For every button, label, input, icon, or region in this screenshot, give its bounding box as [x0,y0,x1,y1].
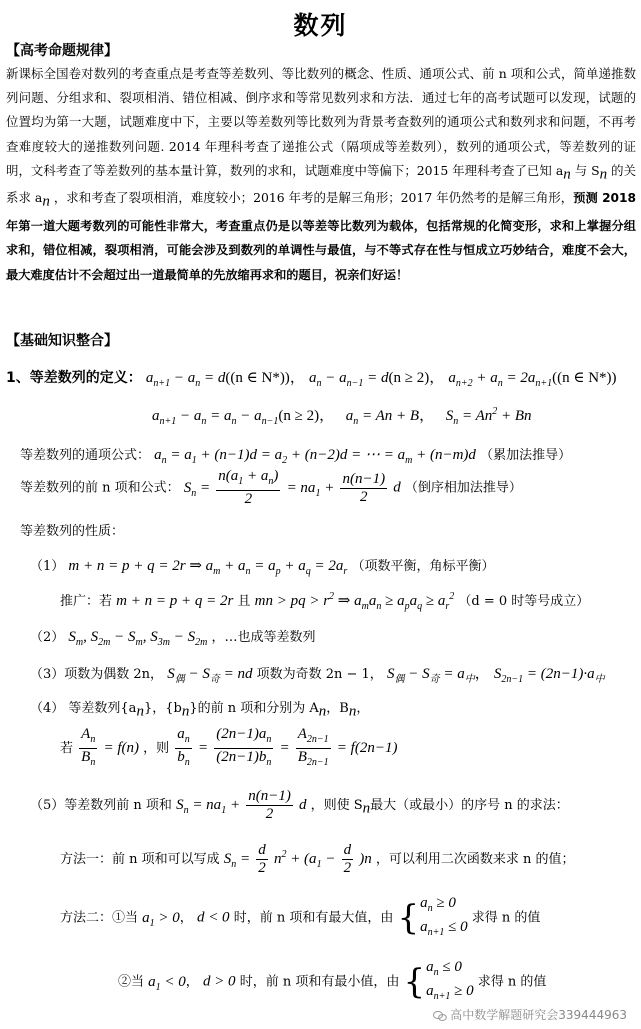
property-4-tail2: ，B [326,701,349,716]
property-5-label: （5）等差数列前 n 项和 [30,798,172,813]
method-3-tail: 求得 n 的值 [477,974,547,990]
wechat-icon [433,1010,447,1022]
text-rel: 的关系求 a [6,162,636,206]
method-2-label: 方法二：①当 [60,910,139,926]
prediction-bold-text: 预测 2018 年第一道大题考数列的可能性非常大，考查重点仍是以等差等比数列为载体，包括常规的化简变形，求和上掌握分组求和，错位相减，裂项相消，可能会涉及到数列的单调性与最值，与不等式存在性与恒成立巧妙结合，难度不会大，最大难度估计不会超过出一道最简单的先放缩再求和的题目，祝亲们好运！ [6,191,636,282]
definition-line-1: 1、等差数列的定义： $a_{n+1} - a_n = d((n$ ∈ N*))， $a_n - a_{n-1} = d(n \ge 2)$， $a_{n+2} + a_n = 2a_{n+1}((n$ ∈ N*)) [6,370,617,389]
method-2-tail: 求得 n 的值 [471,910,541,926]
sum-formula-label: 等差数列的前 n 项和公式： [20,480,180,496]
text-and: 与 S [570,162,600,178]
method-2-mid: 时，前 n 项和有最大值，由 [233,910,394,926]
sum-formula-note: （倒序相加法推导） [404,480,522,496]
watermark [433,1006,627,1023]
method-3-line: ②当 $a_1 < 0$， d > 0 时，前 n 项和有最小值，由 { $a_n \le 0$ $a_{n+1} \ge 0$ 求得 n 的值 [118,959,547,1002]
method-3-mid: 时，前 n 项和有最小值，由 [239,974,400,990]
def-cond-3: ((n ∈ N*)) [552,370,617,386]
property-3-line: （3）项数为偶数 2n， $S_偶 - S_奇$ = nd 项数为奇数 2n − 1， $S_偶 - S_奇 = a_中$， $S_{2n-1} = (2n-1)\cdot a_中$ [30,666,605,685]
properties-label: 等差数列的性质： [20,524,125,539]
definition-line-2: $a_{n+1} - a_n = a_n - a_{n-1}(n \ge 2)$， $a_n = An + B$， $S_n = An^2 + Bn$ [152,406,532,427]
property-5-tail: ，则使 S [310,798,363,813]
method-1-label: 方法一：前 n 项和可以写成 [60,852,220,867]
property-4-label: （4） 等差数列{a [30,701,137,716]
extension-and: 且 [237,594,251,609]
sub-n: n [563,166,571,183]
section-heading-basics: 【基础知识整合】 [6,333,118,349]
sub-n: n [599,166,608,183]
extension-condition: （d = 0 时等号成立） [458,594,590,609]
property-4-line: （4） 等差数列$\{a_n\}$，$\{b_n\}$的前 n 项和分别为 $A_n$，$B_n$， [30,701,370,720]
general-term-note: （累加法推导） [480,448,572,463]
section-heading-rules: 【高考命题规律】 [6,43,118,59]
property-5-tail2: 最大（或最小）的序号 n 的求法： [370,798,569,813]
method-2-line: 方法二：①当 $a_1 > 0$， d < 0 时，前 n 项和有最大值，由 { $a_n \ge 0$ $a_{n+1} \le 0$ 求得 n 的值 [60,895,541,938]
property-2-line: （2） $S_m$, $S_{2m} - S_m$, $S_{3m} - S_{2m}$ ，…也成等差数列 [30,629,316,648]
property-1-note: （项数平衡，角标平衡） [351,559,495,574]
rules-text: 新课标全国卷对数列的考查重点是考查等差数列、等比数列的概念、性质、通项公式、前 n 项和公式，简单递推数列问题、分组求和、裂项相消、错位相减、倒序求和等常见数列求和方法．通过七年的高考试题可以发现，试题的位置均为第一大题，试题难度中下，主要以等差数列等比数列为背景考查数列的通项公式和数列求和问题，不再考查难度较大的递推数列问题. 2014 年理科考查了递推公式（隔项成等差数列），数列的通项公式，等差数列的证明，文科考查了等差数列的基本量计算，数列的求和，试题难度中等偏下；2015 年理科考查了已知 a [6,66,636,178]
method-3-comma: ， [185,974,199,990]
property-4-tail: }的前 n 项和分别为 A [189,701,319,716]
method-1-tail: ，可以利用二次函数来求 n 的值； [375,852,575,867]
def-cond-1: ((n ∈ N*)) [225,370,290,386]
sub-n: n [42,193,50,210]
property-3-label: （3）项数为偶数 2n， [30,667,164,682]
property-4-formula: 若 $\frac{A_n}{B_n}$ = f(n) ，则 $\frac{a_n}{b_n}$ = $\frac{(2n-1)a_n}{(2n-1)b_n}$ = $\frac{A_{2n-1}}{B_{2n-1}}$ = f(2n−1) [60,726,398,768]
extension-label: 推广：若 [60,594,113,609]
text-after: ，求和考查了裂项相消，难度较小；2016 年考的是解三角形；2017 年仍然考的是解三角形， [49,190,574,206]
property-2-label: （2） [30,630,65,645]
property-1-extension: 推广：若 m + n = p + q = 2r 且 mn > pq > $r^2$ ⇒ $a_ma_n \ge a_pa_q \ge a_r^2$ （d = 0 时等号成立） [60,591,590,612]
def-cond-2: (n ≥ 2) [388,370,430,386]
property-3-mid: 项数为奇数 2n − 1， [256,667,383,682]
rules-paragraph [6,62,636,287]
method-2-comma: ， [179,910,193,926]
general-term-label: 等差数列的通项公式： [20,448,151,463]
general-term-line: 等差数列的通项公式： $a_n = a_1 + (n-1)d = a_2 + (n-2)d$ = ⋯ = $a_m + (n-m)d$ （累加法推导） [20,447,572,466]
property-2-tail: ，…也成等差数列 [211,630,316,645]
page-title: 数列 [293,11,348,40]
method-3-label: ②当 [118,974,145,990]
property-1-label: （1） [30,559,65,574]
property-4-tail3: ， [356,701,370,716]
if-label: 若 [60,741,74,756]
definition-label: 1、等差数列的定义： [6,370,142,386]
then-label: ，则 [143,741,170,756]
property-5-line: （5）等差数列前 n 项和 $S_n = na_1$ + $\frac{n(n-1)}{2}$ d ，则使 $S_n$最大（或最小）的序号 n 的求法： [30,788,569,822]
sum-formula-line: 等差数列的前 n 项和公式： $S_n$ = $\frac{n(a_1 + a_n)}{2}$ = $na_1$ + $\frac{n(n-1)}{2}$ d （倒序相加法推导） [20,468,522,507]
property-1-line: （1） m + n = p + q = 2r ⇒ $a_m + a_n = a_p + a_q = 2a_r$ （项数平衡，角标平衡） [30,558,495,577]
method-1-line: 方法一：前 n 项和可以写成 $S_n$ = $\frac{d}{2}$ $n^2 + (a_1$ − $\frac{d}{2}$ )n ，可以利用二次函数来求 n 的值； [60,842,575,876]
watermark-text: 高中数学解题研究会339444963 [450,1008,627,1022]
property-4-mid: }，{b [143,701,182,716]
